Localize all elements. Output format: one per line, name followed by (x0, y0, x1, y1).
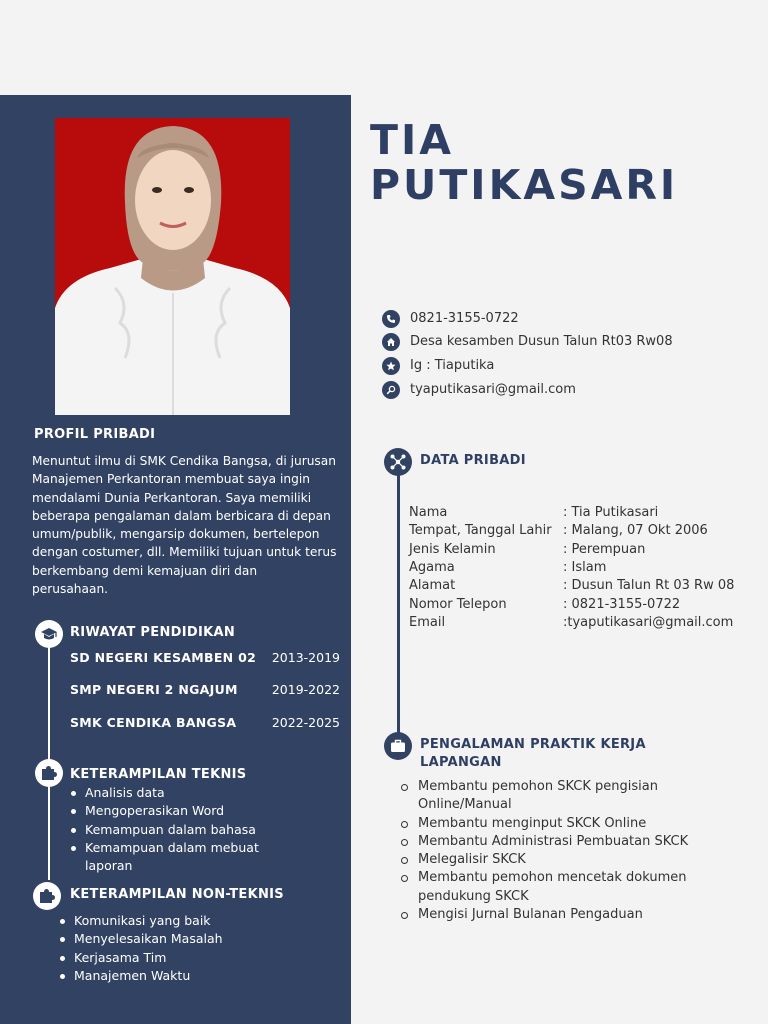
list-item: Kemampuan dalam bahasa (70, 821, 290, 839)
soft-skills-list (59, 912, 319, 985)
list-item: Manajemen Waktu (59, 967, 319, 985)
field-value: : Islam (563, 560, 607, 575)
experience-heading-line: PENGALAMAN PRAKTIK KERJA (420, 737, 646, 752)
contact-text: Ig : Tiaputika (410, 358, 495, 373)
school-years: 2022-2025 (271, 715, 340, 730)
list-item: Mengoperasikan Word (70, 802, 290, 820)
profile-heading: PROFIL PRIBADI (34, 427, 156, 442)
education-heading: RIWAYAT PENDIDIKAN (70, 625, 235, 640)
network-icon (390, 454, 406, 470)
profile-text: Menuntut ilmu di SMK Cendika Bangsa, di jurusan Manajemen Perkantoran membuat saya ingin mendalami Dunia Perkantoran. Saya memiliki beberapa pengalaman dalam berbicara di depan umum/publik, mengarsip dokumen, bertelepon dengan costumer, dll. Memiliki tujuan untuk terus berkembang demi kemajuan diri dan perusahaan. (32, 454, 337, 597)
list-item: Membantu menginput SKCK Online (400, 815, 730, 833)
experience-heading (420, 736, 646, 772)
first-name: TIA (370, 116, 454, 164)
field-value: : Malang, 07 Okt 2006 (563, 523, 708, 538)
field-value: : Dusun Talun Rt 03 Rw 08 (563, 578, 735, 593)
graduation-cap-icon (40, 625, 58, 643)
right-timeline-line (397, 462, 400, 742)
list-item: Menyelesaikan Masalah (59, 930, 319, 948)
personal-data-row (409, 597, 749, 615)
phone-icon (382, 310, 400, 328)
list-item: Membantu pemohon SKCK pengisian Online/Manual (400, 778, 730, 815)
list-item: Kerjasama Tim (59, 949, 319, 967)
puzzle-badge (35, 759, 63, 787)
school-name: SMK CENDIKA BANGSA (70, 715, 237, 730)
school-name: SMP NEGERI 2 NGAJUM (70, 682, 238, 697)
field-label: Nomor Telepon (409, 597, 507, 612)
list-item: Melegalisir SKCK (400, 851, 730, 869)
experience-badge (384, 732, 412, 760)
field-value: :tyaputikasari@gmail.com (563, 615, 734, 630)
last-name: PUTIKASARI (370, 161, 679, 209)
profile-photo (55, 118, 290, 415)
experience-list (400, 778, 730, 924)
school-name: SD NEGERI KESAMBEN 02 (70, 650, 257, 665)
field-value: : 0821-3155-0722 (563, 597, 681, 612)
personal-data-row (409, 505, 749, 523)
school-years: 2019-2022 (271, 682, 340, 697)
list-item: Membantu Administrasi Pembuatan SKCK (400, 833, 730, 851)
puzzle-badge (33, 882, 61, 910)
field-value: : Perempuan (563, 542, 646, 557)
personal-data-row (409, 615, 749, 633)
field-value: : Tia Putikasari (563, 505, 659, 520)
list-item: Kemampuan dalam mebuat laporan (70, 839, 290, 876)
personal-data-row (409, 560, 749, 578)
school-years: 2013-2019 (271, 650, 340, 665)
field-label: Email (409, 615, 446, 630)
field-label: Agama (409, 560, 455, 575)
briefcase-icon (390, 738, 406, 754)
field-label: Jenis Kelamin (409, 542, 496, 557)
star-icon (382, 357, 400, 375)
field-label: Nama (409, 505, 448, 520)
soft-skills-heading: KETERAMPILAN NON-TEKNIS (70, 887, 284, 902)
puzzle-icon (40, 764, 58, 782)
personal-data-row (409, 578, 749, 596)
technical-skills-heading: KETERAMPILAN TEKNIS (70, 767, 247, 782)
list-item: Analisis data (70, 784, 290, 802)
list-item: Membantu pemohon mencetak dokumen pendukung SKCK (400, 869, 730, 906)
home-icon (382, 333, 400, 351)
list-item: Komunikasi yang baik (59, 912, 319, 930)
contact-text: 0821-3155-0722 (410, 311, 519, 326)
graduation-cap-badge (35, 620, 63, 648)
contact-text: tyaputikasari@gmail.com (410, 382, 576, 397)
personal-data-row (409, 542, 749, 560)
experience-heading-line: LAPANGAN (420, 755, 502, 770)
field-label: Alamat (409, 578, 456, 593)
data-badge (384, 448, 412, 476)
full-name (370, 118, 678, 208)
field-label: Tempat, Tanggal Lahir (409, 523, 552, 538)
puzzle-icon (38, 887, 56, 905)
search-icon (382, 381, 400, 399)
personal-data-heading: DATA PRIBADI (420, 453, 526, 468)
personal-data-row (409, 523, 749, 541)
technical-skills-list (70, 784, 290, 875)
contact-text: Desa kesamben Dusun Talun Rt03 Rw08 (410, 334, 673, 349)
list-item: Mengisi Jurnal Bulanan Pengaduan (400, 906, 730, 924)
